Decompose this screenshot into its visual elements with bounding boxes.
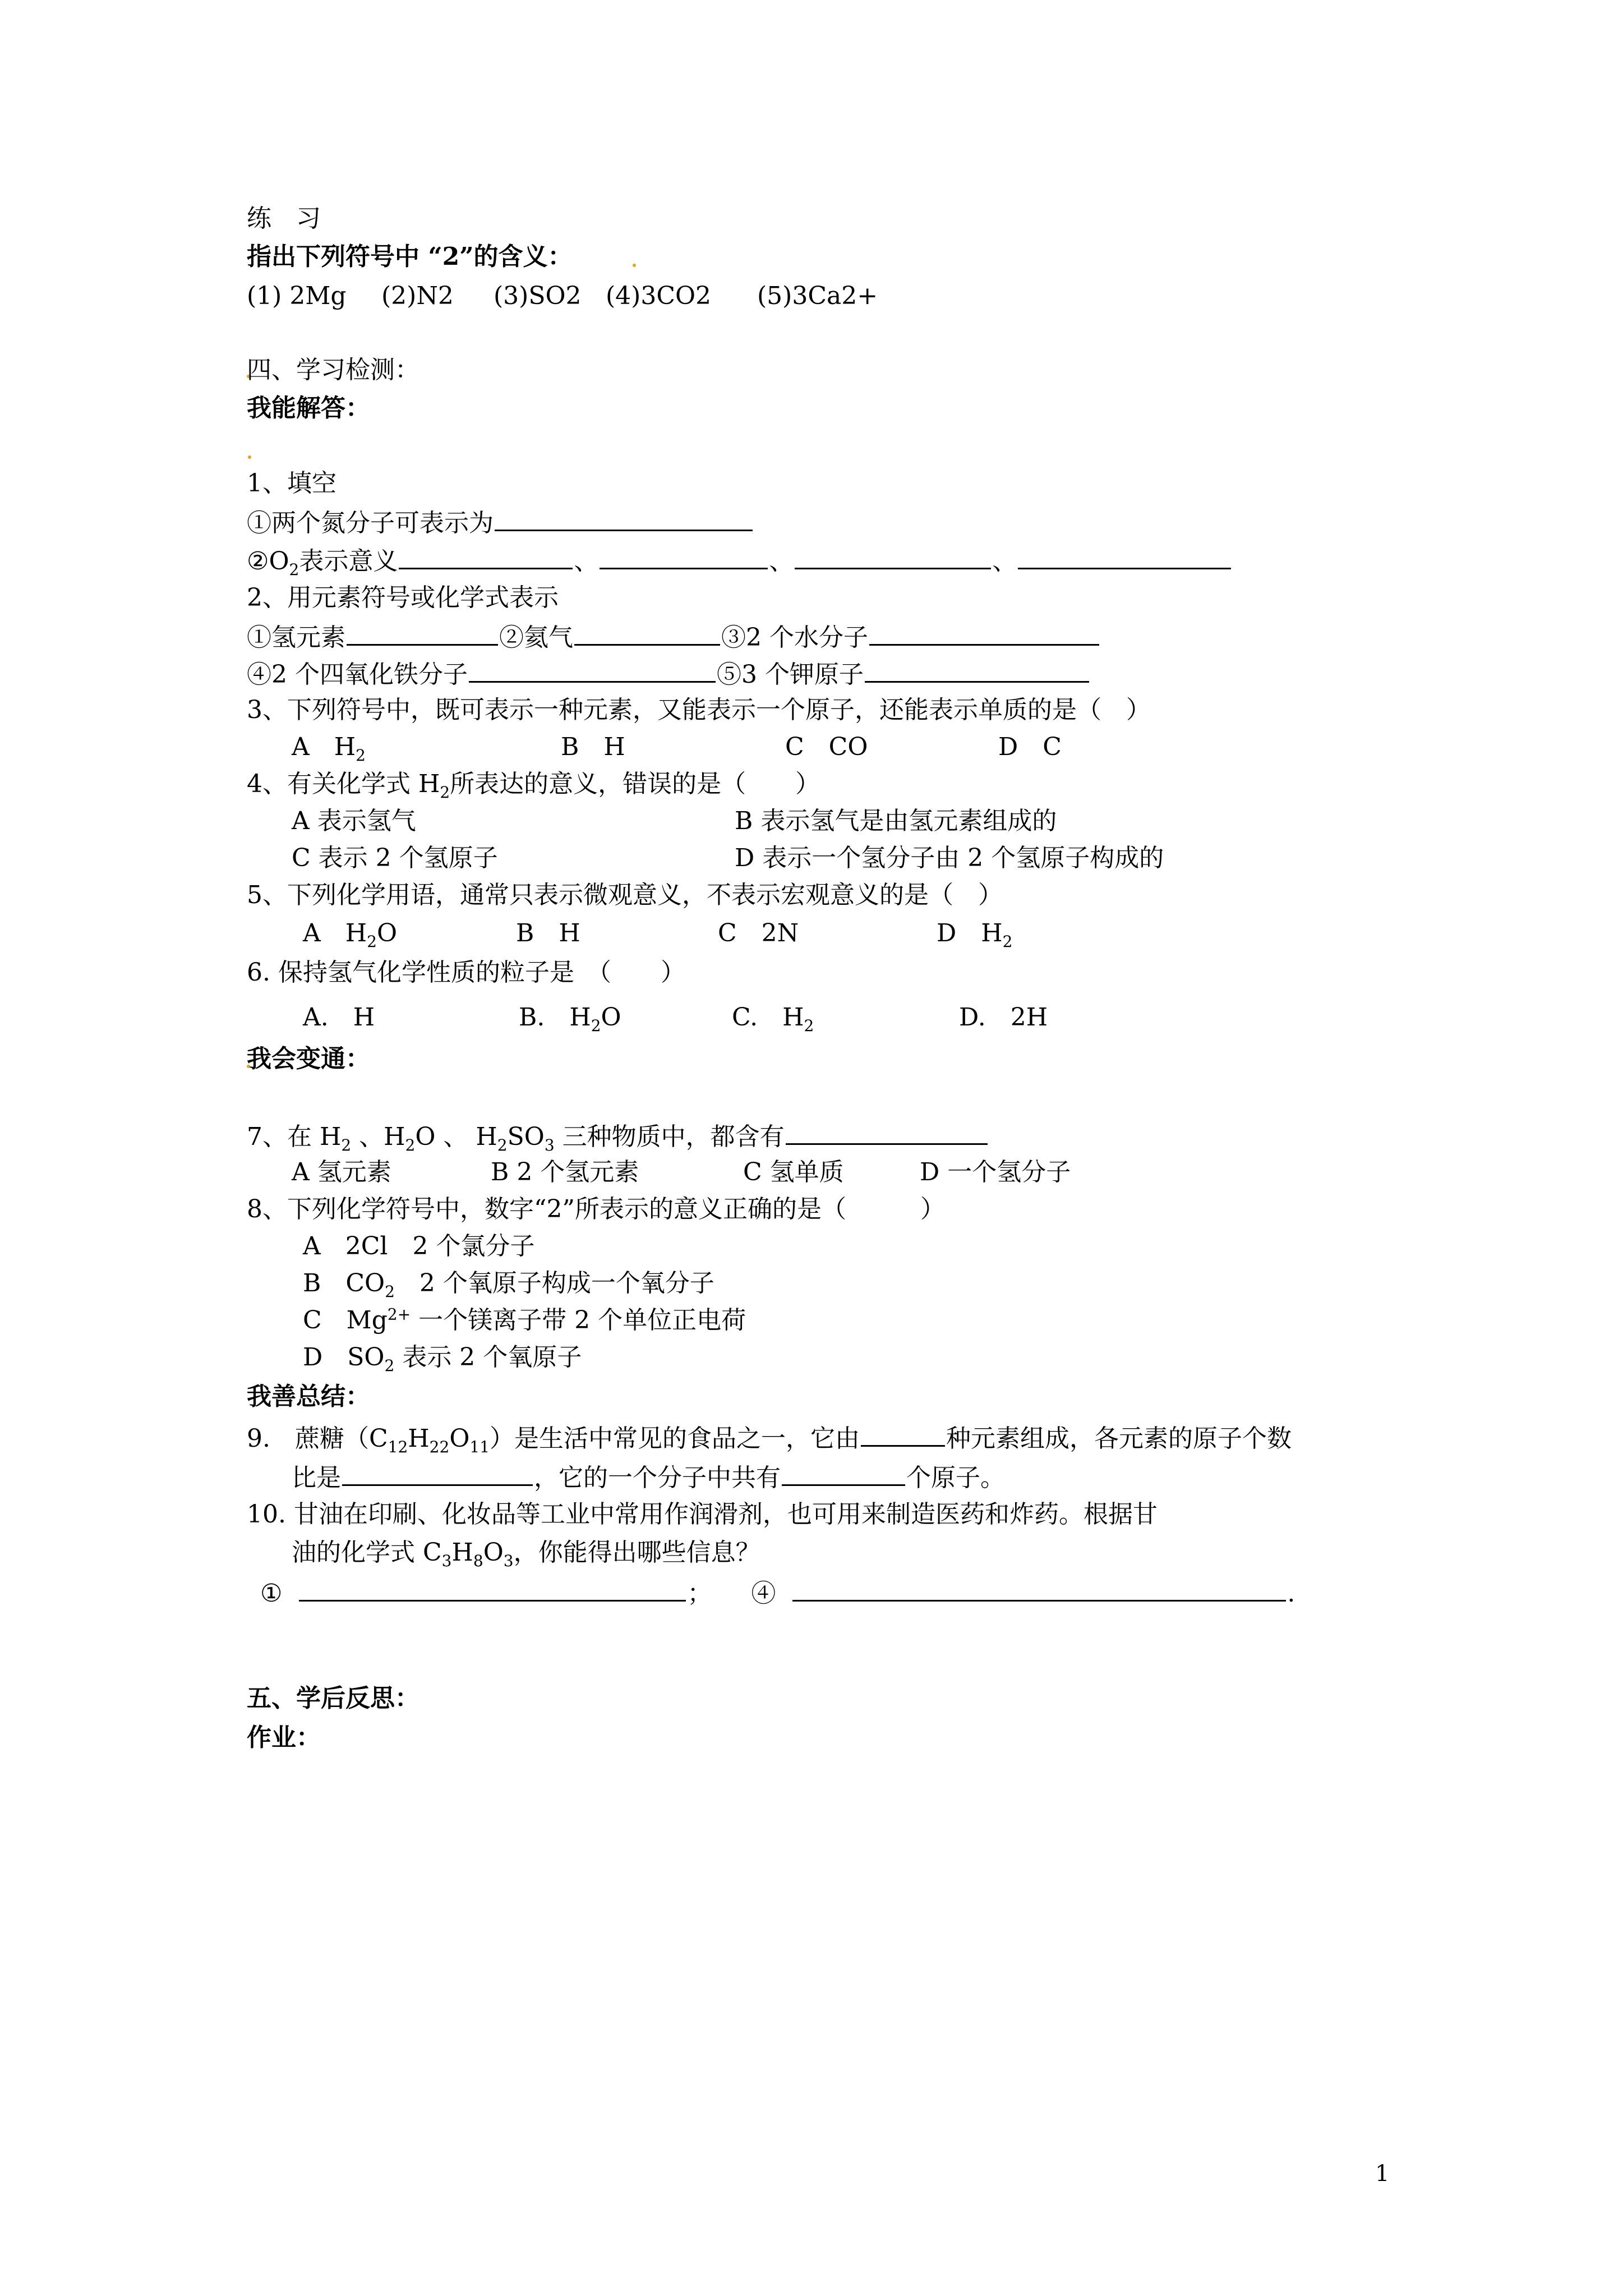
section5-heading: 五、学后反思：	[247, 1684, 419, 1713]
q2-title: 2、用元素符号或化学式表示	[247, 583, 559, 612]
practice-item: (5)3Ca2+	[757, 282, 878, 310]
q4-options-row2: C 表示 2 个氢原子 D 表示一个氢分子由 2 个氢原子构成的	[292, 844, 1164, 872]
answer-blank[interactable]	[795, 543, 991, 569]
practice-instruction: 指出下列符号中 “2”的含义：	[247, 242, 573, 271]
q6-options: A. H B. $H_2O$ C. $H_2$ D. 2H	[303, 1003, 1048, 1035]
practice-item: (1) 2Mg	[247, 282, 347, 310]
answer-blank[interactable]	[399, 543, 573, 569]
q7-options: A 氢元素 B 2 个氢元素 C 氢单质 D 一个氢分子	[292, 1158, 1071, 1186]
q4-options-row1: A 表示氢气 B 表示氢气是由氢元素组成的	[292, 807, 1057, 835]
answer-blank[interactable]	[782, 1460, 905, 1486]
subheading-summary: 我善总结：	[247, 1382, 370, 1411]
answer-blank[interactable]	[574, 619, 720, 646]
q1-title: 1、填空	[247, 469, 336, 498]
marker-dot	[633, 264, 636, 267]
answer-blank[interactable]	[861, 1420, 945, 1447]
subheading-answer: 我能解答：	[247, 394, 370, 422]
q6-stem: 6. 保持氢气化学性质的粒子是 （ ）	[247, 958, 685, 987]
practice-item: (3)SO2	[494, 282, 582, 310]
answer-blank[interactable]	[600, 543, 768, 569]
practice-item: (4)3CO2	[606, 282, 712, 310]
answer-blank[interactable]	[865, 656, 1089, 683]
q8-option-c: C $Mg^{2+}$ 一个镁离子带 2 个单位正电荷	[303, 1305, 746, 1335]
answer-blank[interactable]	[347, 619, 498, 646]
subheading-adapt: 我会变通：	[247, 1045, 370, 1073]
practice-items	[247, 279, 878, 313]
q7-stem: 7、在 $H_2$ 、$H_2O$ 、 $H_2SO_3$ 三种物质中，都含有	[247, 1119, 989, 1152]
q8-stem: 8、下列化学符号中，数字“2”所表示的意义正确的是（ ）	[247, 1195, 945, 1223]
q4-stem: 4、有关化学式 $H_2$所表达的意义，错误的是（ ）	[247, 770, 820, 802]
q10-answers: ① ； ④ .	[260, 1575, 1295, 1609]
answer-blank[interactable]	[495, 505, 753, 531]
q1-a: ①两个氮分子可表示为	[247, 505, 754, 539]
q5-stem: 5、下列化学用语，通常只表示微观意义，不表示宏观意义的是（ ）	[247, 881, 1003, 909]
q3-options: A $H_2$ B H C CO D C	[292, 733, 1062, 765]
practice-heading: 练 习	[247, 204, 321, 233]
q8-option-d: D $SO_2$ 表示 2 个氧原子	[303, 1343, 582, 1375]
answer-blank[interactable]	[786, 1119, 988, 1145]
q10-line1: 10. 甘油在印刷、化妆品等工业中常用作润滑剂，也可用来制造医药和炸药。根据甘	[247, 1500, 1158, 1529]
q8-option-b: B $CO_2$ 2 个氧原子构成一个氧分子	[303, 1269, 714, 1301]
q8-option-a: A 2Cl 2 个氯分子	[303, 1232, 535, 1260]
answer-blank[interactable]	[792, 1575, 1286, 1602]
q2-row1: ①氢元素 ②氦气 ③2 个水分子	[247, 619, 1100, 653]
answer-blank[interactable]	[469, 656, 716, 683]
q1-b: $②O_2$表示意义 、 、 、	[247, 543, 1232, 577]
answer-blank[interactable]	[299, 1575, 686, 1602]
q2-row2: ④2 个四氧化铁分子 ⑤3 个钾原子	[247, 656, 1090, 690]
answer-blank[interactable]	[1018, 543, 1231, 569]
q10-line2: 油的化学式 $C_3H_8O_3$，你能得出哪些信息？	[292, 1538, 760, 1570]
q3-stem: 3、下列符号中，既可表示一种元素，又能表示一个原子，还能表示单质的是（ ）	[247, 696, 1151, 724]
q9-line1: 9. 蔗糖$(C_{12}H_{22}O_{11})$是生活中常见的食品之一，它由 种元素组成，各元素的原子个数	[247, 1420, 1292, 1454]
answer-blank[interactable]	[342, 1460, 533, 1486]
q5-options: A $H_2O$ B H C 2N D $H_2$	[303, 919, 1013, 951]
section4-heading: 四、学习检测：	[247, 356, 419, 384]
marker-dot	[248, 455, 251, 459]
q9-line2: 比是 ，它的一个分子中共有 个原子。	[292, 1460, 1005, 1493]
homework-label: 作业：	[247, 1723, 321, 1752]
practice-item: (2)N2	[381, 282, 454, 310]
answer-blank[interactable]	[869, 619, 1099, 646]
page-number: 1	[1375, 2161, 1390, 2187]
